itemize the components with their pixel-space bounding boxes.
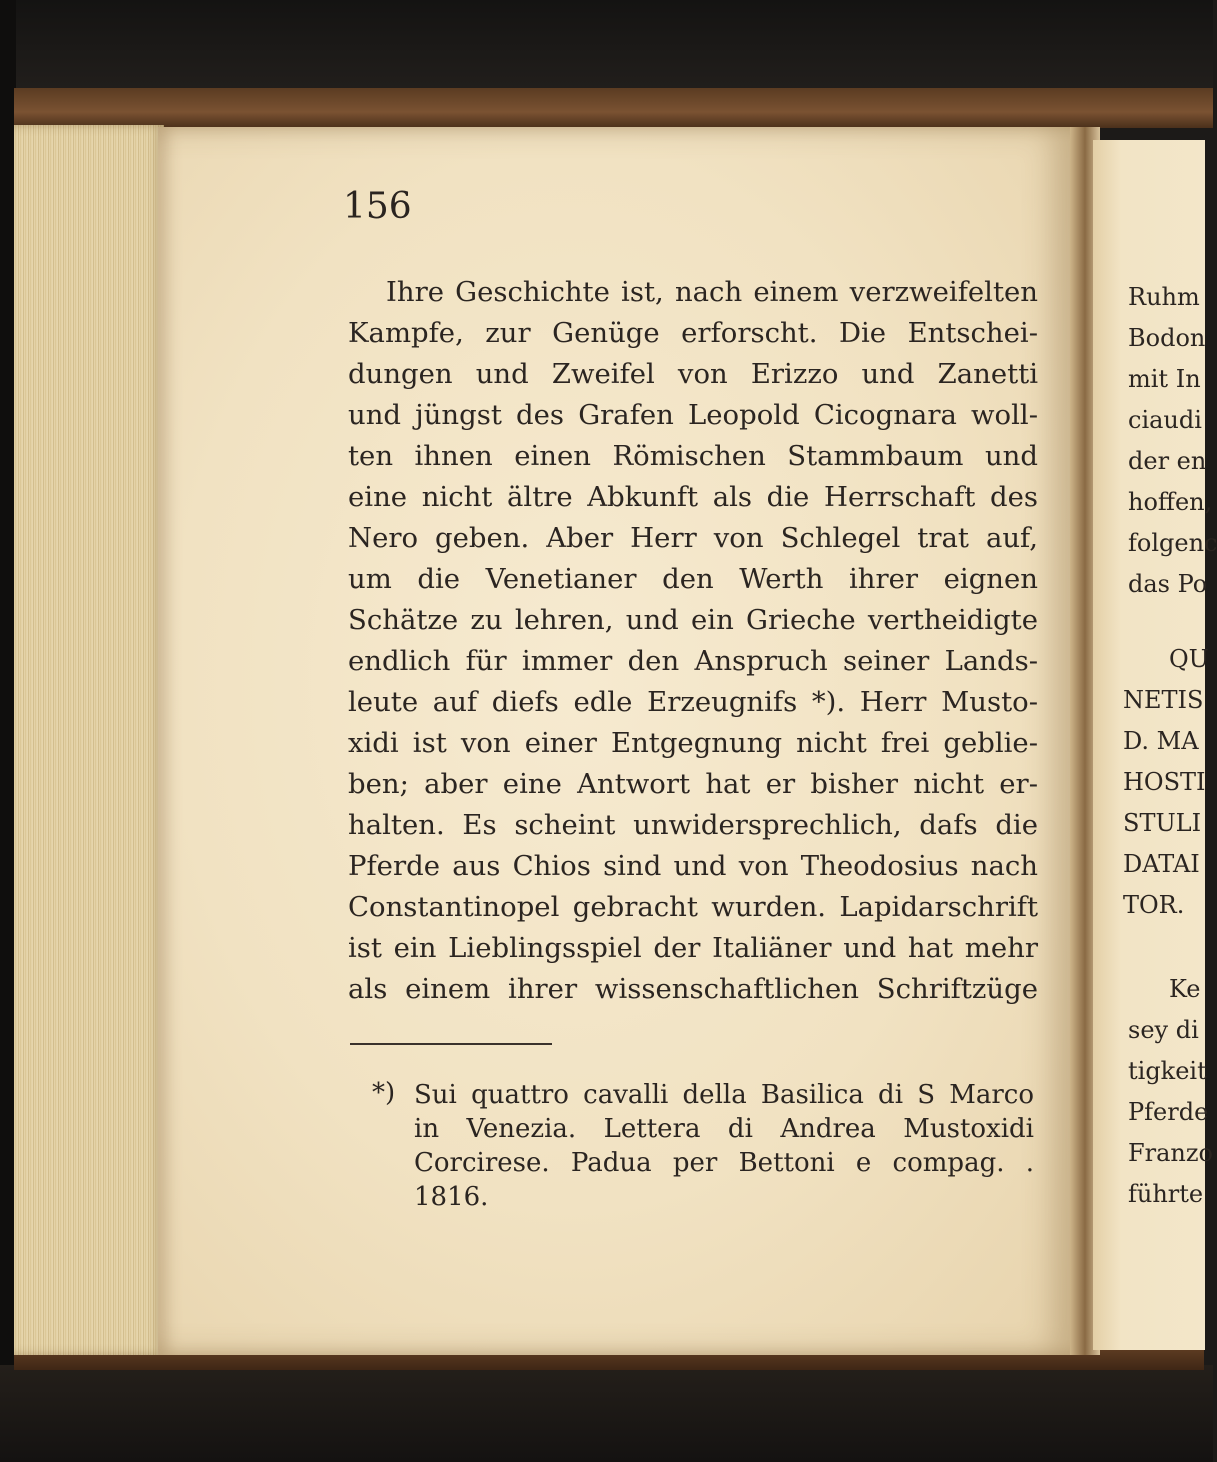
footnote-line: Corcirese. Padua per Bettoni e compag. . — [414, 1148, 1034, 1178]
footnote-line: in Venezia. Lettera di Andrea Mustoxidi — [414, 1114, 1034, 1144]
footnote-line: Sui quattro cavalli della Basilica di S Marco — [414, 1080, 1034, 1110]
right-page-line: das Po — [1128, 570, 1208, 598]
page-edges — [14, 125, 164, 1355]
right-page-line: hoffen, — [1128, 488, 1213, 516]
right-page-line: QU — [1169, 645, 1209, 673]
body-line: dungen und Zweifel von Erizzo und Zanetti — [348, 358, 1038, 390]
right-page-line: Ke — [1169, 975, 1201, 1003]
right-page-line: Ruhm — [1128, 283, 1200, 311]
right-page-line: führte — [1128, 1180, 1204, 1208]
right-page-line: Franzo — [1128, 1139, 1213, 1167]
right-page-line: TOR. — [1123, 891, 1185, 919]
body-line: halten. Es scheint unwidersprechlich, dafs die — [348, 809, 1038, 841]
body-line: xidi ist von einer Entgegnung nicht frei geblie- — [348, 727, 1038, 759]
body-line: ist ein Lieblingsspiel der Italiäner und hat mehr — [348, 932, 1038, 964]
body-line: endlich für immer den Anspruch seiner Lands- — [348, 645, 1038, 677]
right-page-line: HOSTI — [1123, 768, 1206, 796]
body-line: ben; aber eine Antwort hat er bisher nicht er- — [348, 768, 1038, 800]
body-line: Pferde aus Chios sind und von Theodosius nach — [348, 850, 1038, 882]
right-page-line: sey di — [1128, 1016, 1199, 1044]
body-line: Ihre Geschichte ist, nach einem verzweifelten — [386, 276, 1038, 308]
body-line: Kampfe, zur Genüge erforscht. Die Entschei- — [348, 317, 1038, 349]
right-page-line: tigkeit — [1128, 1057, 1207, 1085]
body-line: ten ihnen einen Römischen Stammbaum und — [348, 440, 1038, 472]
footnote-marker: *) — [372, 1078, 396, 1108]
body-line: um die Venetianer den Werth ihrer eignen — [348, 563, 1038, 595]
right-page-line: ciaudi — [1128, 406, 1202, 434]
page-number: 156 — [343, 186, 412, 227]
right-page-line: mit In — [1128, 365, 1201, 393]
body-line: Constantinopel gebracht wurden. Lapidarschrift — [348, 891, 1038, 923]
body-line: Schätze zu lehren, und ein Grieche vertheidigte — [348, 604, 1038, 636]
body-line: eine nicht ältre Abkunft als die Herrschaft des — [348, 481, 1038, 513]
body-line: als einem ihrer wissenschaftlichen Schriftzüge — [348, 973, 1038, 1005]
body-line: und jüngst des Grafen Leopold Cicognara woll- — [348, 399, 1038, 431]
right-page-line: der en — [1128, 447, 1207, 475]
right-page-line: NETIS — [1123, 686, 1204, 714]
right-page-line: DATAI — [1123, 850, 1200, 878]
right-page-line: folgenc — [1128, 529, 1217, 557]
right-page-line: Bodon — [1128, 324, 1206, 352]
right-page-line: STULI — [1123, 809, 1202, 837]
background-top — [0, 0, 1213, 95]
footnote-line: 1816. — [414, 1182, 489, 1212]
right-page-line: Pferde — [1128, 1098, 1209, 1126]
body-line: leute auf diefs edle Erzeugnifs *). Herr Musto- — [348, 686, 1038, 718]
right-page — [1093, 140, 1217, 1350]
footnote-rule — [350, 1043, 552, 1045]
body-line: Nero geben. Aber Herr von Schlegel trat auf, — [348, 522, 1038, 554]
book-cover-top-edge — [14, 88, 1213, 128]
background-bottom — [0, 1365, 1213, 1462]
right-page-line: D. MA — [1123, 727, 1199, 755]
